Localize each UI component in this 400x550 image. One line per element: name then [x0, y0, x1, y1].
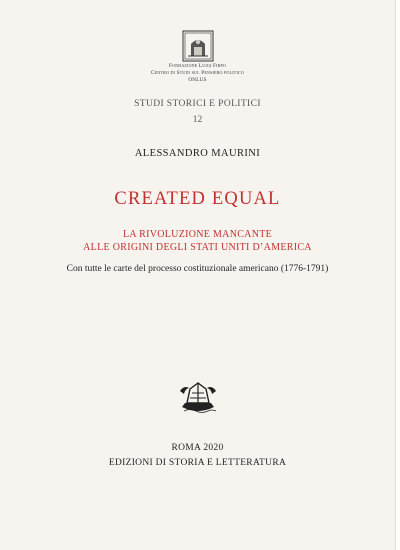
imprint-publisher: EDIZIONI DI STORIA E LETTERATURA: [108, 458, 287, 468]
book-title: CREATED EQUAL: [114, 189, 281, 209]
series-number: 12: [192, 115, 203, 125]
subtitle-line-1: LA RIVOLUZIONE MANCANTE: [122, 229, 273, 240]
foundation-line-2: Centro di Studi sul Pensiero politico: [151, 70, 244, 76]
author-name: ALESSANDRO MAURINI: [134, 148, 261, 159]
book-subtitle: [0, 228, 395, 254]
foundation-name: [0, 63, 395, 84]
foundation-line-1: Fondazione Luigi Firpo: [168, 63, 227, 69]
subtitle-line-2: ALLE ORIGINI DEGLI STATI UNITI D’AMERICA: [83, 242, 312, 253]
foundation-line-3: ONLUS: [188, 77, 207, 83]
foundation-emblem-icon: [182, 30, 214, 62]
imprint-place-year: ROMA 2020: [171, 443, 224, 453]
edition-note: Con tutte le carte del processo costituzionale americano (1776-1791): [66, 264, 329, 274]
ship-emblem-icon: [178, 377, 218, 417]
series-name: STUDI STORICI E POLITICI: [134, 99, 261, 109]
